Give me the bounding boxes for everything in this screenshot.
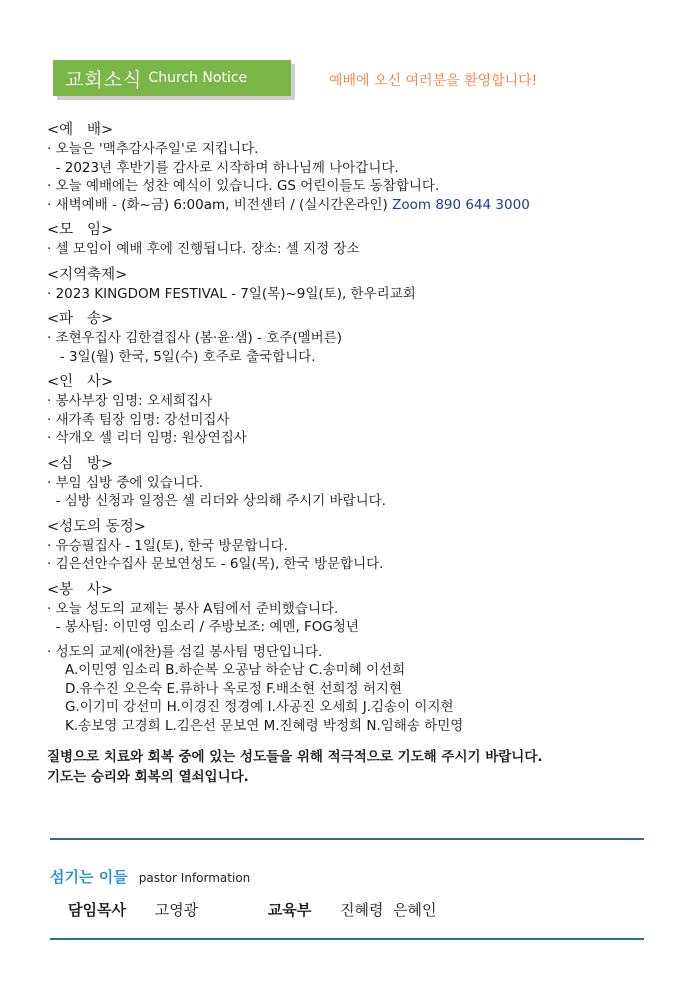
header-title-korean: 교회소식 (65, 68, 143, 91)
section-title: <예 배> (47, 122, 114, 138)
pastor-section-subtitle: pastor Information (138, 871, 251, 885)
team-roster-line: G.이기미 강선미 H.이경진 정경예 I.사공진 오세희 J.김송이 이지현 (65, 699, 454, 715)
section-title: <모 임> (47, 222, 114, 238)
notice-line: · 조현우집사 김한결집사 (봄·윤·샘) - 호주(멜버른) (47, 330, 343, 346)
pastor-row (50, 899, 650, 920)
notice-line (47, 196, 667, 215)
notice-line: - 3일(월) 한국, 5일(수) 호주로 출국합니다. (47, 348, 316, 365)
notice-line: · 셀 모임이 예배 후에 진행됩니다. 장소: 셀 지정 장소 (47, 241, 360, 257)
section-appointments (47, 372, 667, 448)
prayer-request (47, 747, 667, 787)
education-dept-label: 교육부 (267, 901, 312, 919)
notice-line: · 오늘 예배에는 성찬 예식이 있습니다. GS 어린이들도 동참합니다. (47, 178, 440, 194)
notice-line: · 봉사부장 임명: 오세희집사 (47, 393, 213, 409)
notice-content (47, 120, 667, 787)
zoom-id: Zoom 890 644 3000 (392, 196, 530, 213)
team-roster-line: K.송보영 고경희 L.김은선 문보연 M.진혜령 박정희 N.임해송 하민영 (65, 717, 464, 734)
dawn-service-text: · 새벽예배 - (화~금) 6:00am, 비전센터 / (실시간온라인) (47, 196, 393, 213)
divider-top (50, 838, 644, 840)
church-notice-header (53, 60, 291, 96)
notice-line: · 오늘은 '맥추감사주일'로 지킵니다. (47, 141, 259, 157)
prayer-line: 질병으로 치료와 회복 중에 있는 성도들을 위해 적극적으로 기도해 주시기 바랍니다. (47, 749, 543, 765)
prayer-line: 기도는 승리와 회복의 열쇠입니다. (47, 769, 249, 785)
notice-line: · 부임 심방 중에 있습니다. (47, 474, 204, 491)
notice-line: · 새가족 팀장 임명: 강선미집사 (47, 411, 230, 428)
team-roster-line: A.이민영 임소리 B.하순복 오공남 하순남 C.송미혜 이선희 (65, 662, 406, 678)
pastor-section-title: 섬기는 이들 (50, 868, 128, 886)
notice-line: - 2023년 후반기를 감사로 시작하며 하나님께 나아갑니다. (47, 159, 399, 176)
section-members-news (47, 517, 667, 574)
section-title: <심 방> (47, 455, 114, 472)
header-title-english: Church Notice (148, 70, 248, 86)
section-festival (47, 265, 667, 304)
senior-pastor-name: 고영광 (154, 901, 199, 919)
notice-line: - 봉사팀: 이민영 임소리 / 주방보조: 예멘, FOG청년 (47, 619, 359, 635)
section-meeting (47, 220, 667, 259)
section-title: <지역축제> (47, 266, 128, 283)
notice-line: · 유승필집사 - 1일(토), 한국 방문합니다. (47, 537, 288, 554)
section-worship (47, 120, 667, 214)
section-title: <성도의 동정> (47, 518, 146, 535)
senior-pastor-label: 담임목사 (68, 901, 126, 919)
divider-bottom (50, 938, 644, 940)
pastor-information (50, 866, 650, 920)
notice-line: · 2023 KINGDOM FESTIVAL - 7일(목)~9일(토), 한우리교회 (47, 285, 416, 302)
section-title: <파 송> (47, 311, 114, 327)
notice-line: · 김은선안수집사 문보연성도 - 6일(목), 한국 방문합니다. (47, 556, 384, 572)
education-dept-names: 진혜령 은혜인 (340, 901, 437, 919)
notice-line: · 삭개오 셀 리더 임명: 원상연집사 (47, 430, 247, 446)
section-service (47, 580, 667, 736)
notice-line: - 심방 신청과 일정은 셀 리더와 상의해 주시기 바랍니다. (47, 493, 386, 509)
section-title: <봉 사> (47, 581, 114, 598)
notice-line: · 오늘 성도의 교제는 봉사 A팀에서 준비했습니다. (47, 600, 339, 617)
section-title: <인 사> (47, 374, 114, 390)
team-roster-line: D.유수진 오은숙 E.류하나 옥로정 F.배소현 선희정 허지현 (65, 680, 403, 697)
section-visitation (47, 454, 667, 511)
notice-line: · 성도의 교제(애찬)를 섬길 봉사팀 명단입니다. (47, 643, 323, 660)
section-dispatch (47, 309, 667, 366)
welcome-message: 예배에 오신 여러분을 환영합니다! (329, 73, 538, 89)
